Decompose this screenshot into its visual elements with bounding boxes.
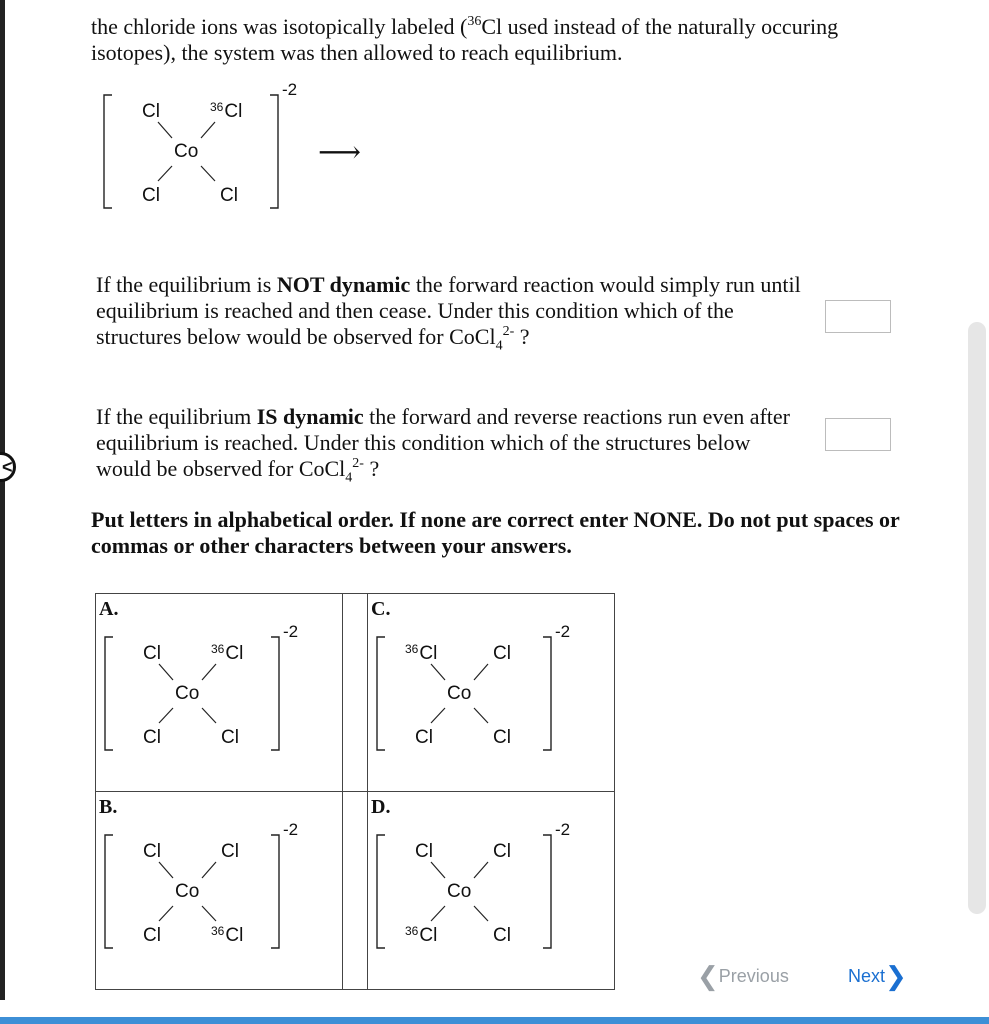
intro-text <box>91 14 871 66</box>
chlorine-atom-bl: Cl <box>143 727 161 748</box>
charge-label: -2 <box>283 622 299 641</box>
q1-text: the forward reaction would simply run until equilibrium is reached and then cease. Under this condition which of the structures below would be observed for CoCl <box>96 272 801 349</box>
chevron-right-icon: ❯ <box>885 961 907 991</box>
option-b-label: B. <box>99 796 118 818</box>
reactant-complex-diagram <box>98 80 298 214</box>
chlorine-atom-br: Cl <box>493 727 511 748</box>
bond-top-right <box>474 664 488 680</box>
cobalt-atom: Co <box>447 881 472 902</box>
scrollbar-thumb[interactable] <box>968 322 986 914</box>
q1-prefix: If the equilibrium is <box>96 272 277 297</box>
chlorine-atom-tr: $^{36}$Cl <box>210 100 243 122</box>
option-c-cell <box>368 594 615 792</box>
bond-bottom-right <box>474 906 488 921</box>
chlorine-atom-br: Cl <box>220 185 238 206</box>
bond-top-left <box>431 664 445 680</box>
bottom-accent-line <box>0 1017 989 1024</box>
q1-sup: 2- <box>502 323 515 339</box>
chlorine-atom-tr: Cl <box>221 841 239 862</box>
chlorine-atom-bl: $^{36}$Cl <box>405 924 438 946</box>
option-a-label: A. <box>99 598 119 620</box>
collapse-panel-button[interactable] <box>0 452 16 482</box>
chevron-left-icon: < <box>2 457 13 477</box>
q2-bold: IS dynamic <box>256 404 364 429</box>
charge-label: -2 <box>283 820 299 839</box>
right-bracket <box>543 835 551 948</box>
charge-label: -2 <box>555 622 571 641</box>
bond-top-left <box>158 122 172 138</box>
question-dynamic <box>96 404 796 486</box>
bond-top-left <box>431 862 445 878</box>
answer-input-dynamic[interactable] <box>825 418 891 451</box>
bond-bottom-left <box>159 906 173 921</box>
left-bracket <box>377 637 385 750</box>
next-label: Next <box>848 966 886 986</box>
q2-prefix: If the equilibrium <box>96 404 257 429</box>
cobalt-atom: Co <box>447 683 472 704</box>
chlorine-atom-bl: Cl <box>143 925 161 946</box>
chlorine-atom-br: Cl <box>493 925 511 946</box>
option-b-cell <box>96 792 343 990</box>
right-bracket <box>271 835 279 948</box>
left-bracket <box>105 637 113 750</box>
chlorine-atom-bl: Cl <box>142 185 160 206</box>
q2-end: ? <box>363 456 380 481</box>
bond-bottom-left <box>159 708 173 723</box>
isotope-label: 36 <box>405 924 419 938</box>
bond-bottom-left <box>431 708 445 723</box>
chlorine-atom-br: $^{36}$Cl <box>211 924 244 946</box>
bond-top-left <box>159 664 173 680</box>
chevron-left-icon: ❮ <box>697 961 719 991</box>
right-bracket <box>271 637 279 750</box>
bond-top-right <box>201 122 215 138</box>
option-c-diagram <box>371 622 571 756</box>
bond-bottom-right <box>202 708 216 723</box>
bond-bottom-left <box>158 166 172 181</box>
chlorine-atom-br: Cl <box>221 727 239 748</box>
chlorine-atom-tl: Cl <box>143 643 161 664</box>
cobalt-atom: Co <box>175 881 200 902</box>
previous-label: Previous <box>718 966 789 986</box>
bond-bottom-right <box>202 906 216 921</box>
isotope-label: 36 <box>211 642 225 656</box>
left-bracket <box>377 835 385 948</box>
q2-text: the forward and reverse reactions run even after equilibrium is reached. Under this condition which of the structures below would be observed for CoCl <box>96 404 791 481</box>
bond-top-right <box>202 862 216 878</box>
cobalt-atom: Co <box>175 683 200 704</box>
option-d-label: D. <box>371 796 391 818</box>
q1-sub: 4 <box>495 338 503 354</box>
option-d-cell <box>368 792 615 990</box>
bond-top-left <box>159 862 173 878</box>
next-button[interactable] <box>848 961 907 992</box>
chlorine-atom-tl: Cl <box>415 841 433 862</box>
option-b-diagram <box>99 820 299 954</box>
right-bracket <box>543 637 551 750</box>
isotope-label: 36 <box>211 924 225 938</box>
options-table <box>95 593 615 990</box>
chlorine-atom-tr: Cl <box>493 643 511 664</box>
bond-top-right <box>474 862 488 878</box>
option-c-label: C. <box>371 598 391 620</box>
isotope-label: 36 <box>405 642 419 656</box>
instructions-text: Put letters in alphabetical order. If none are correct enter NONE. Do not put spaces or commas or other characters between your answers. <box>91 507 900 558</box>
chlorine-atom-tl: Cl <box>143 841 161 862</box>
previous-button[interactable] <box>697 961 789 992</box>
answer-input-not-dynamic[interactable] <box>825 300 891 333</box>
q2-sub: 4 <box>345 470 353 486</box>
right-bracket <box>270 95 278 208</box>
chlorine-atom-tl: Cl <box>142 101 160 122</box>
intro-part-2: Cl used instead of the naturally occuring isotopes), the system was then allowed to reach equilibrium. <box>91 14 839 65</box>
chlorine-atom-tr: $^{36}$Cl <box>211 642 244 664</box>
bond-top-right <box>202 664 216 680</box>
option-d-diagram <box>371 820 571 954</box>
intro-part-1: the chloride ions was isotopically labeled ( <box>91 14 468 39</box>
bond-bottom-right <box>201 166 215 181</box>
isotope-label: 36 <box>210 100 224 114</box>
q1-end: ? <box>514 324 530 349</box>
option-a-diagram <box>99 622 299 756</box>
reaction-arrow-icon: ⟶ <box>318 136 362 169</box>
table-separator <box>343 792 368 990</box>
chlorine-atom-tl: $^{36}$Cl <box>405 642 438 664</box>
q1-bold: NOT dynamic <box>276 272 411 297</box>
cobalt-atom: Co <box>174 141 199 162</box>
left-bracket <box>104 95 112 208</box>
left-bracket <box>105 835 113 948</box>
table-separator <box>343 594 368 792</box>
charge-label: -2 <box>555 820 571 839</box>
left-edge-bar <box>0 0 5 1000</box>
q2-sup: 2- <box>352 455 364 471</box>
bond-bottom-right <box>474 708 488 723</box>
chlorine-atom-tr: Cl <box>493 841 511 862</box>
charge-label: -2 <box>282 80 298 99</box>
option-a-cell <box>96 594 343 792</box>
bond-bottom-left <box>431 906 445 921</box>
chlorine-atom-bl: Cl <box>415 727 433 748</box>
intro-isotope-sup: 36 <box>467 13 482 29</box>
question-not-dynamic <box>96 272 816 354</box>
